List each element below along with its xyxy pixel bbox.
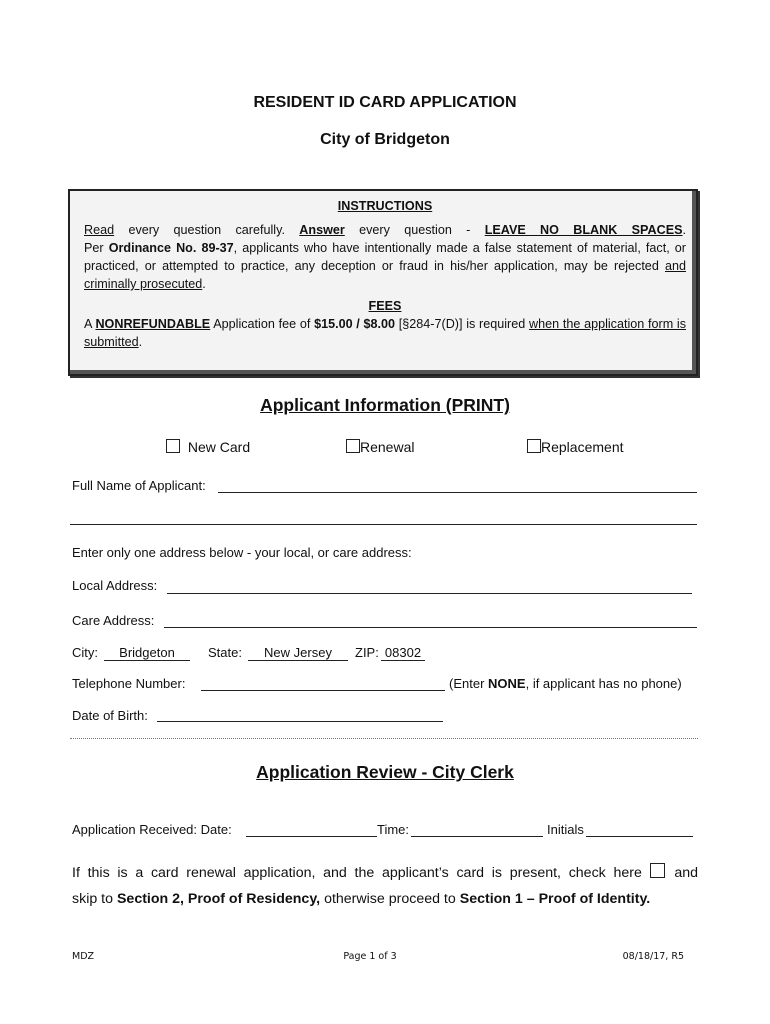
footer-page: Page 1 of 3 xyxy=(343,951,397,962)
section-divider xyxy=(70,738,698,739)
zip-input[interactable]: 08302 xyxy=(381,645,425,661)
replacement-checkbox[interactable] xyxy=(527,439,541,453)
phone-note-post: , if applicant has no phone) xyxy=(525,676,682,691)
per-word: Per xyxy=(84,241,104,255)
renewal-line-2 xyxy=(72,886,698,912)
dob-label: Date of Birth: xyxy=(72,708,148,723)
phone-note-pre: (Enter xyxy=(449,676,485,691)
new-card-checkbox[interactable] xyxy=(166,439,180,453)
local-address-label: Local Address: xyxy=(72,578,158,593)
initials-input[interactable] xyxy=(586,836,693,837)
fees-text: A NONREFUNDABLE Application fee of $15.00 / $8.00 [§284-7(D)] is required when the application form is submitted. xyxy=(84,317,687,349)
care-address-label: Care Address: xyxy=(72,613,155,628)
read-rest: every question carefully. xyxy=(128,223,285,237)
footer-date: 08/18/17, R5 xyxy=(622,951,684,962)
renewal-option[interactable] xyxy=(346,439,414,455)
applicant-heading: Applicant Information (PRINT) xyxy=(260,395,510,415)
nonrefundable-word: NONREFUNDABLE xyxy=(95,317,211,331)
renewal-line-1 xyxy=(72,860,698,886)
received-date-label: Application Received: Date: xyxy=(72,822,232,837)
otherwise-text: otherwise proceed to xyxy=(324,891,456,907)
local-address-input[interactable] xyxy=(167,593,692,594)
section-2-ref: Section 2, Proof of Residency, xyxy=(116,891,321,907)
city-label: City: xyxy=(72,645,98,660)
ordinance-number: Ordinance No. 89-37 xyxy=(108,241,234,255)
dob-input[interactable] xyxy=(157,721,443,722)
fee-a: A xyxy=(84,317,92,331)
fee-rest: [§284-7(D)] is required xyxy=(398,317,526,331)
city-input[interactable]: Bridgeton xyxy=(104,645,190,661)
section-1-ref: Section 1 – Proof of Identity. xyxy=(459,891,651,907)
state-input[interactable]: New Jersey xyxy=(248,645,348,661)
answer-word: Answer xyxy=(299,223,345,237)
replacement-option[interactable] xyxy=(527,439,624,455)
page-title: RESIDENT ID CARD APPLICATION xyxy=(253,94,517,111)
full-name-input[interactable] xyxy=(218,492,697,493)
phone-label: Telephone Number: xyxy=(72,676,186,691)
no-blank-spaces: LEAVE NO BLANK SPACES xyxy=(484,223,683,237)
full-name-input-line-2[interactable] xyxy=(70,524,697,525)
instructions-heading: INSTRUCTIONS xyxy=(337,199,433,213)
phone-note-none: NONE xyxy=(488,676,526,691)
new-card-label: New Card xyxy=(187,439,251,455)
state-label: State: xyxy=(208,645,242,660)
instructions-box xyxy=(68,189,698,376)
phone-note xyxy=(449,676,682,691)
phone-input[interactable] xyxy=(201,690,445,691)
time-input[interactable] xyxy=(411,836,543,837)
renewal-and: and xyxy=(674,865,698,881)
page-subtitle: City of Bridgeton xyxy=(320,131,450,148)
full-name-label: Full Name of Applicant: xyxy=(72,478,206,493)
care-address-input[interactable] xyxy=(164,627,697,628)
renewal-checkbox[interactable] xyxy=(346,439,360,453)
read-word: Read xyxy=(84,223,115,237)
time-label: Time: xyxy=(377,822,410,837)
answer-rest: every question - xyxy=(359,223,471,237)
renewal-text: If this is a card renewal application, and the applicant’s card is present, check here xyxy=(72,865,642,881)
card-present-checkbox[interactable] xyxy=(650,863,665,878)
renewal-label: Renewal xyxy=(360,439,415,455)
address-note: Enter only one address below - your local, or care address: xyxy=(72,545,412,560)
new-card-option[interactable] xyxy=(166,439,250,455)
replacement-label: Replacement xyxy=(541,439,624,455)
skip-to-text: skip to xyxy=(72,891,114,907)
zip-label: ZIP: xyxy=(355,645,379,660)
fee-mid: Application fee of xyxy=(213,317,311,331)
instructions-line-1: Read every question carefully. Answer every question - LEAVE NO BLANK SPACES. xyxy=(84,223,687,237)
ordinance-text: , applicants who have intentionally made a false statement of material, fact, or practiced, or attempted to practice, any deception or fraud in his/her application, may be rejected xyxy=(84,241,686,273)
footer-left: MDZ xyxy=(72,951,95,962)
received-date-input[interactable] xyxy=(246,836,377,837)
instructions-ordinance: Per Ordinance No. 89-37, applicants who have intentionally made a false statement of material, fact, or practiced, or attempted to practice, any deception or fraud in his/her application, may be rejected and criminally prosecuted. xyxy=(84,241,686,291)
criminal-text: and criminally prosecuted xyxy=(84,259,686,291)
fees-heading: FEES xyxy=(368,299,402,313)
fee-amount: $15.00 / $8.00 xyxy=(314,317,396,331)
review-heading: Application Review - City Clerk xyxy=(256,762,514,782)
renewal-instructions xyxy=(72,860,698,912)
initials-label: Initials xyxy=(547,822,584,837)
fee-when: when the application form is submitted xyxy=(84,317,687,349)
